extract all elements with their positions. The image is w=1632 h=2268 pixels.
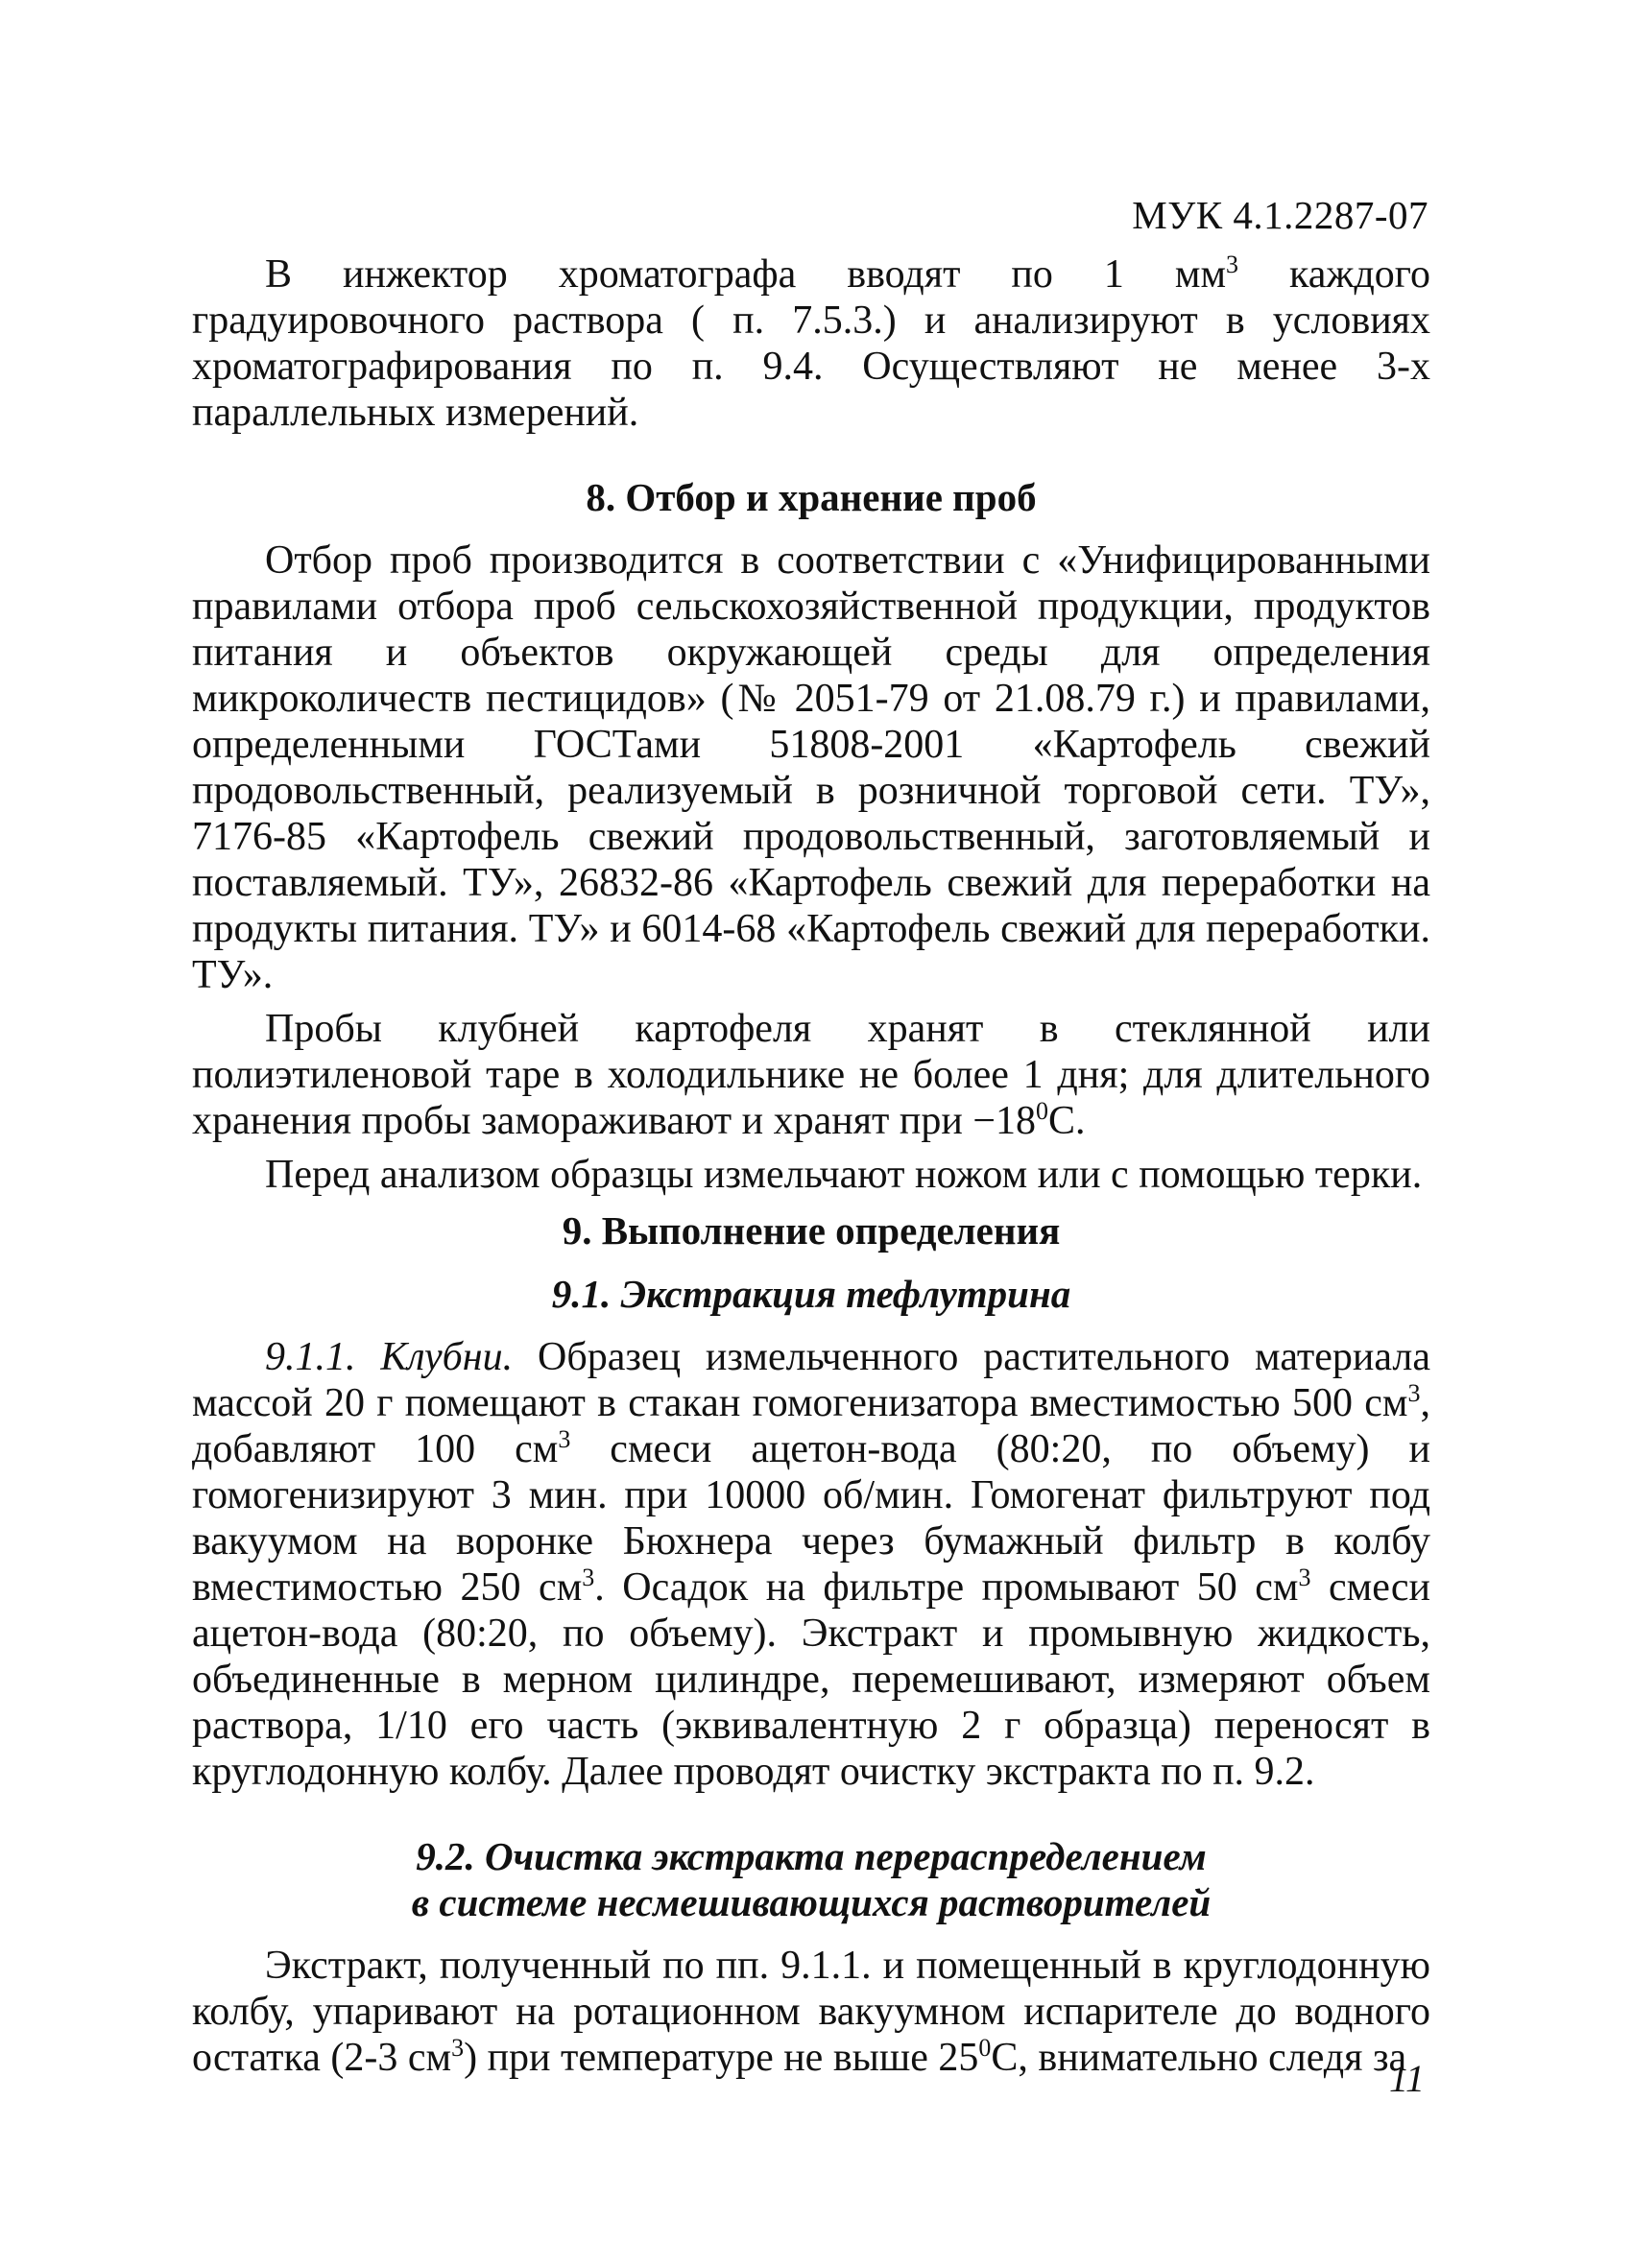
page-number: 11	[1388, 2057, 1425, 2100]
page-content	[192, 251, 1430, 2081]
section-9-2-heading-line-2: в системе несмешивающихся растворителей	[411, 1880, 1212, 1924]
section-9-1-heading: 9.1. Экстракция тефлутрина	[551, 1272, 1071, 1316]
section-8-paragraph-3: Перед анализом образцы измельчают ножом или с помощью терки.	[265, 1153, 1423, 1197]
section-9-1-1-paragraph: 9.1.1. Клубни. Образец измельченного растительного материала массой 20 г помещают в стакан гомогенизатора вместимостью 500 $см^3$, добавляют 100 $см^3$ смеси ацетон-вода (80:20, по объему) и гомогенизируют 3 мин. при 10000 об/мин. Гомогенат фильтруют под вакуумом на воронке Бюхнера через бумажный фильтр в колбу вместимостью 250 $см^3$. Осадок на фильтре промывают 50 $см^3$ смеси ацетон-вода (80:20, по объему). Экстракт и промывную жидкость, объединенные в мерном цилиндре, перемешивают, измеряют объем раствора, 1/10 его часть (эквивалентную 2 г образца) переносят в круглодонную колбу. Далее проводят очистку экстракта по п. 9.2.	[192, 1335, 1431, 1794]
document-code: МУК 4.1.2287-07	[1132, 193, 1428, 237]
section-8-heading: 8. Отбор и хранение проб	[586, 475, 1037, 519]
section-8-paragraph-1: Отбор проб производится в соответствии с «Унифицированными правилами отбора проб сельскохозяйственной продукции, продуктов питания и объектов окружающей среды для определения микроколичеств пестицидов» (№ 2051-79 от 21.08.79 г.) и правилами, определенными ГОСТами 51808-2001 «Картофель свежий продовольственный, реализуемый в розничной торговой сети. ТУ», 7176-85 «Картофель свежий продовольственный, заготовляемый и поставляемый. ТУ», 26832-86 «Картофель свежий для переработки на продукты питания. ТУ» и 6014-68 «Картофель свежий для переработки. ТУ».	[192, 538, 1430, 997]
section-9-2-paragraph: Экстракт, полученный по пп. 9.1.1. и помещенный в круглодонную колбу, упаривают на ротационном вакуумном испарителе до водного остатка (2-3 $см^3$) при температуре не выше $25^0С$, внимательно следя за	[192, 1944, 1430, 2080]
section-9-heading: 9. Выполнение определения	[562, 1208, 1061, 1253]
section-8-paragraph-2: Пробы клубней картофеля хранят в стеклянной или полиэтиленовой таре в холодильнике не более 1 дня; для длительного хранения пробы замораживают и хранят при $-18^0С$.	[192, 1007, 1430, 1143]
section-9-1-1-lead: 9.1.1. Клубни.	[265, 1335, 514, 1379]
section-9-2-heading-line-1: 9.2. Очистка экстракта перераспределением	[416, 1834, 1207, 1878]
intro-paragraph: В инжектор хроматографа вводят по 1 $мм^3$ каждого градуировочного раствора ( п. 7.5.3.) и анализируют в условиях хроматографирования по п. 9.4. Осуществляют не менее 3-х параллельных измерений.	[192, 251, 1430, 435]
